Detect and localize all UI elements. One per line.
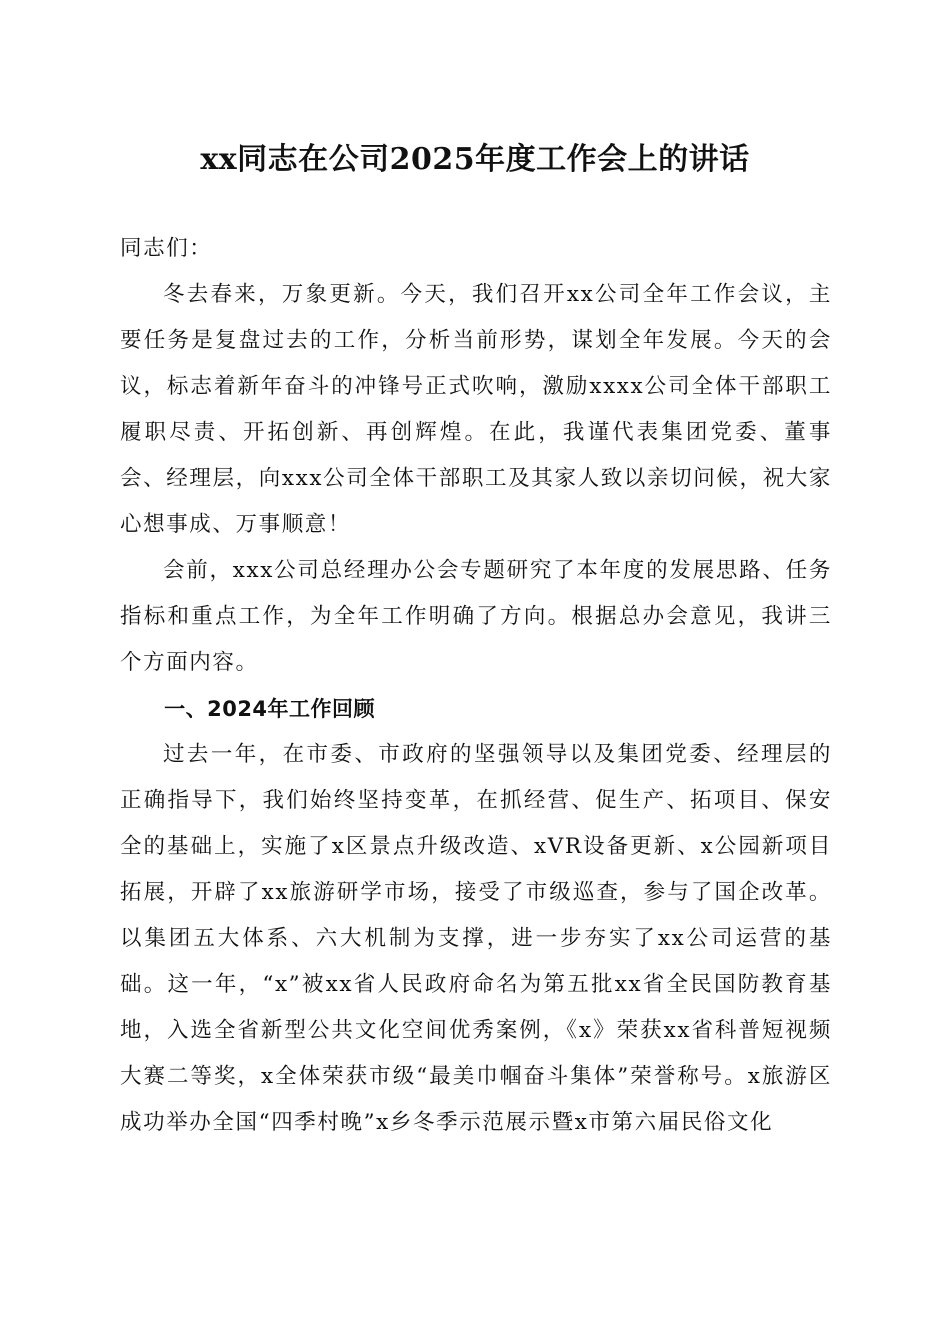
paragraph-review: 过去一年，在市委、市政府的坚强领导以及集团党委、经理层的正确指导下，我们始终坚持变革，在抓经营、促生产、拓项目、保安全的基础上，实施了x区景点升级改造、xVR设备更新、x公园新项目拓展，开辟了xx旅游研学市场，接受了市级巡查，参与了国企改革。以集团五大体系、六大机制为支撑，进一步夯实了xx公司运营的基础。这一年，“x”被xx省人民政府命名为第五批xx省全民国防教育基地，入选全省新型公共文化空间优秀案例，《x》荣获xx省科普短视频大赛二等奖，x全体荣获市级“最美巾帼奋斗集体”荣誉称号。x旅游区成功举办全国“四季村晚”x乡冬季示范展示暨x市第六届民俗文化: [120, 742, 832, 1135]
paragraph-opening: 冬去春来，万象更新。今天，我们召开xx公司全年工作会议，主要任务是复盘过去的工作，分析当前形势，谋划全年发展。今天的会议，标志着新年奋斗的冲锋号正式吹响，激励xxxx公司全体干部职工履职尽责、开拓创新、再创辉煌。在此，我谨代表集团党委、董事会、经理层，向xxx公司全体干部职工及其家人致以亲切问候，祝大家心想事成、万事顺意！: [120, 282, 832, 537]
salutation: 同志们：: [120, 236, 213, 261]
document-body: [120, 226, 832, 1146]
section-heading: 一、2024年工作回顾: [164, 697, 376, 721]
paragraph-pre-meeting: 会前，xxx公司总经理办公会专题研究了本年度的发展思路、任务指标和重点工作，为全年工作明确了方向。根据总办会意见，我讲三个方面内容。: [120, 558, 832, 675]
document-title: xx同志在公司2025年度工作会上的讲话: [200, 142, 750, 177]
